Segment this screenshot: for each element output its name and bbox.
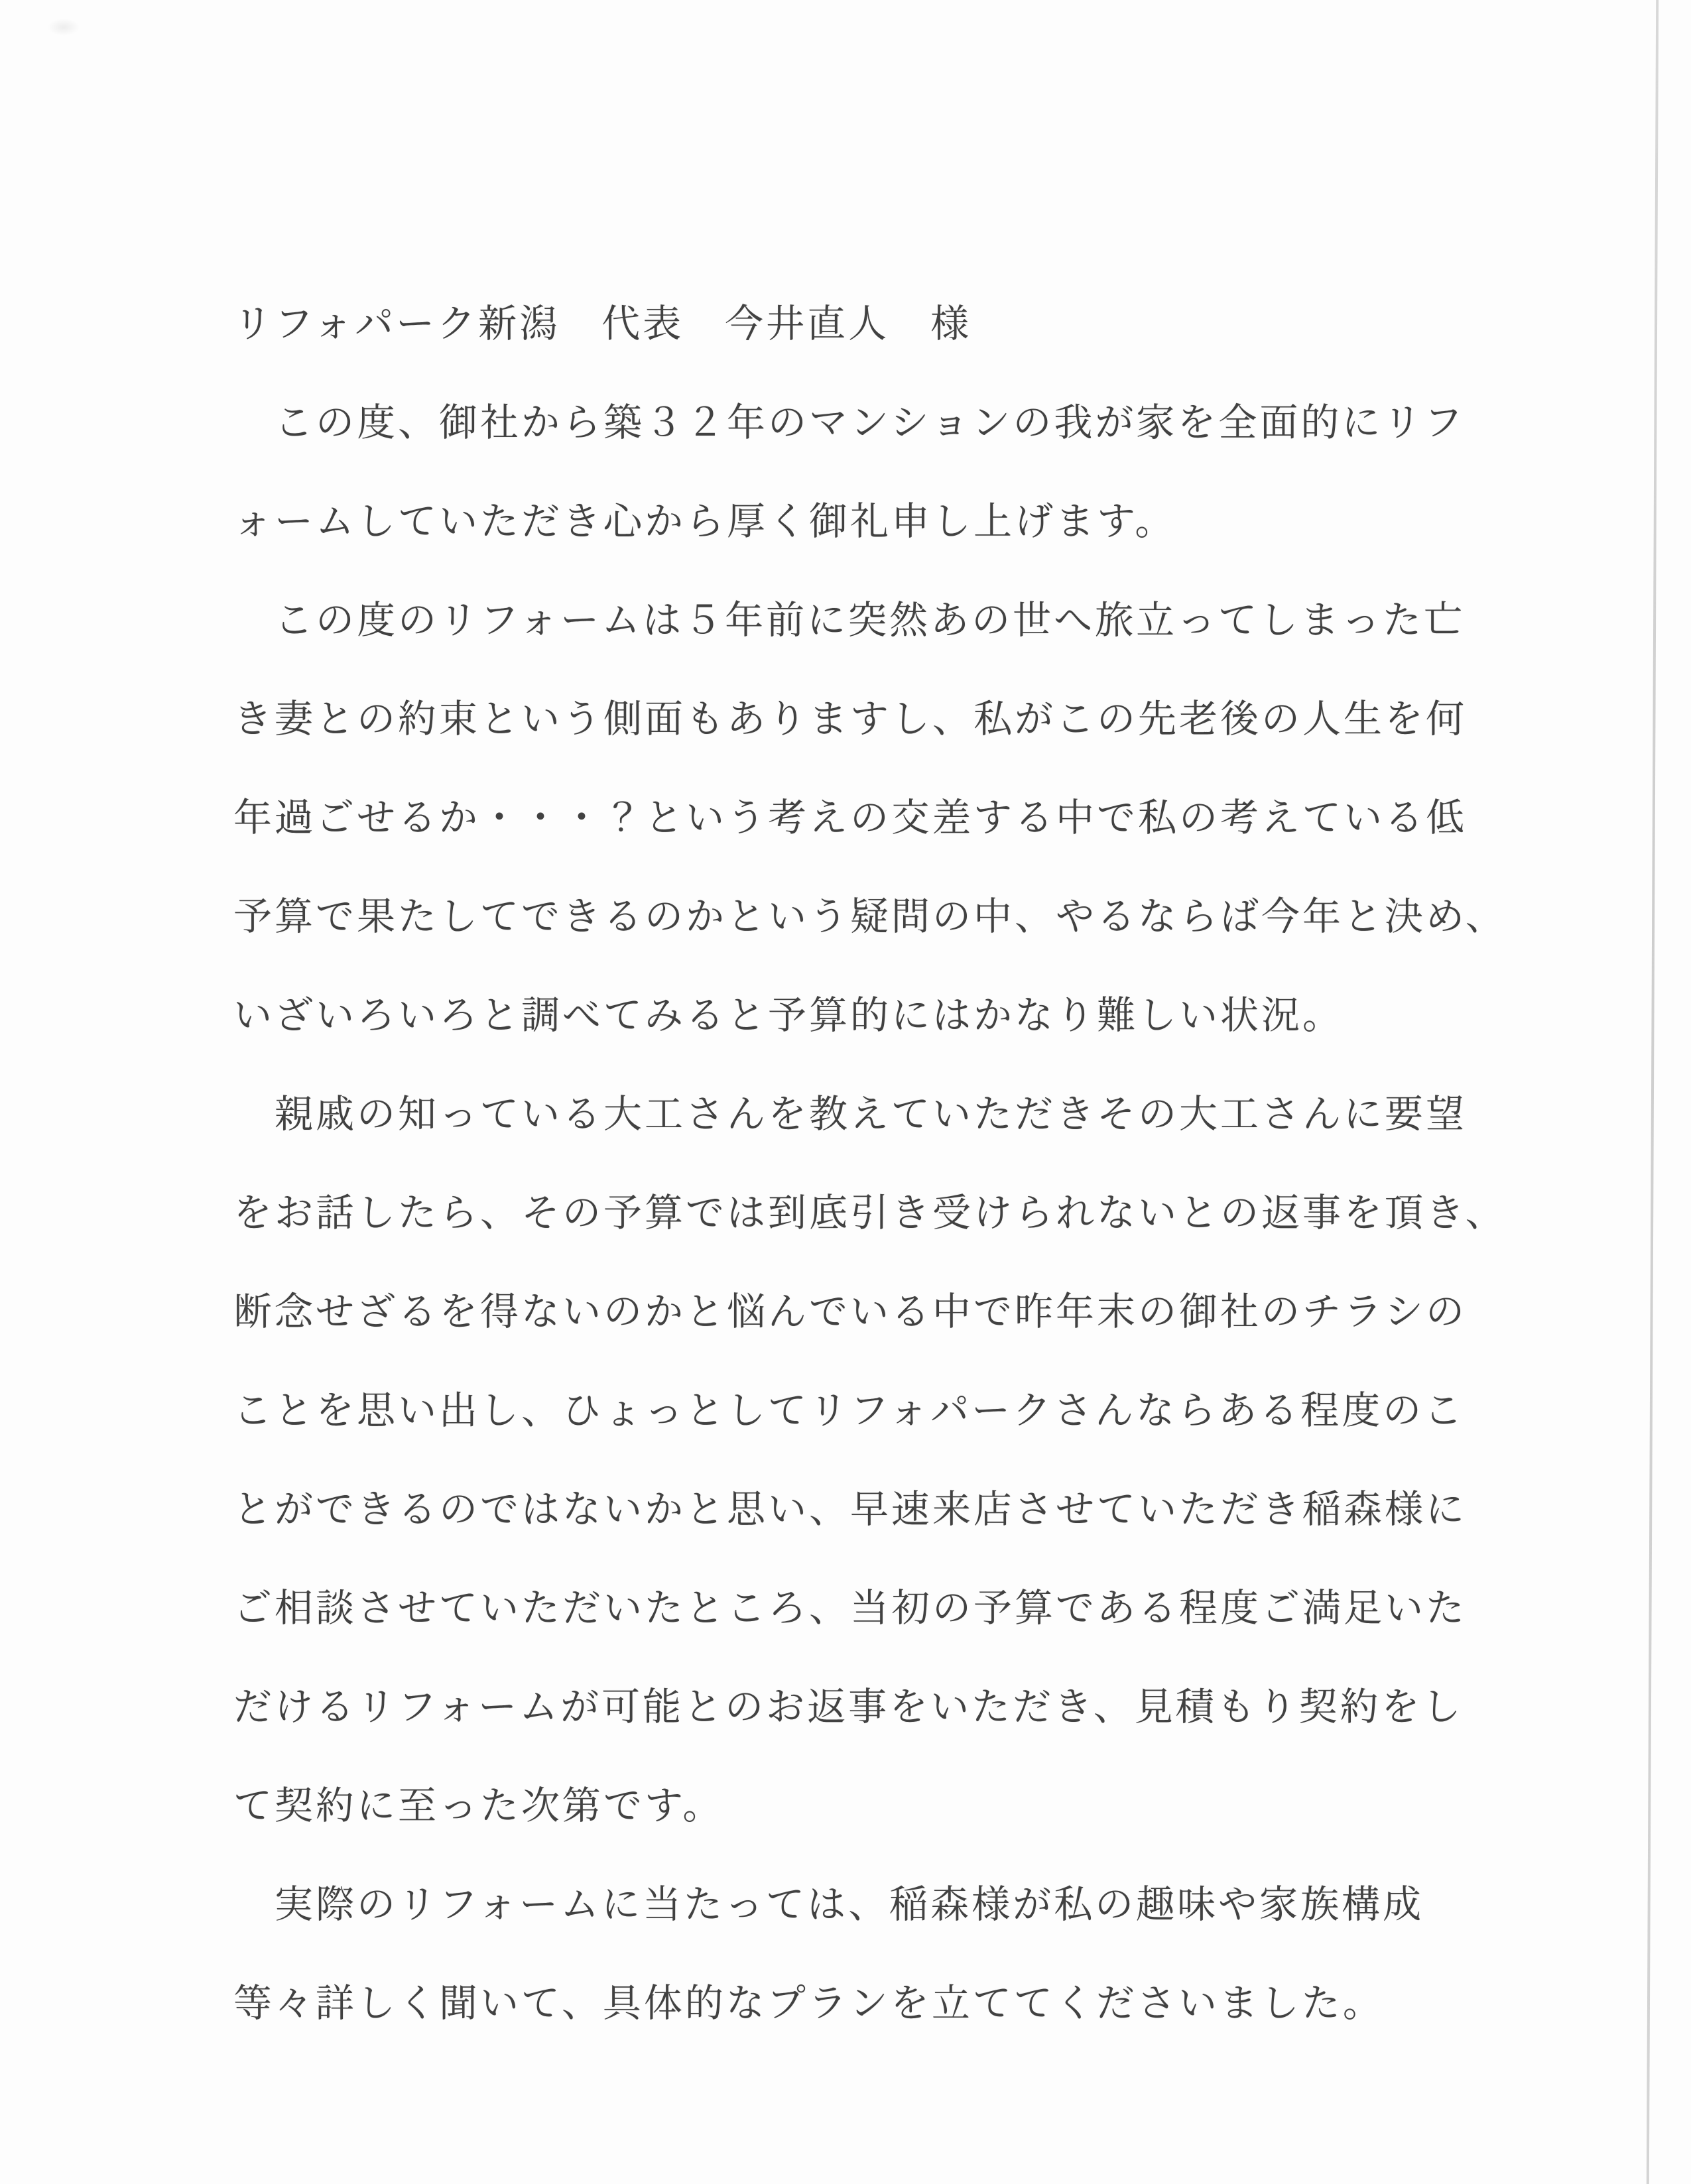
letter-line: をお話したら、その予算では到底引き受けられないとの返事を頂き、 (233, 1191, 1507, 1235)
letter-line: ことを思い出し、ひょっとしてリフォパークさんならある程度のこ (233, 1389, 1466, 1432)
letter-line: 親戚の知っている大工さんを教えていただきその大工さんに要望 (233, 1093, 1468, 1136)
letter-line: 等々詳しく聞いて、具体的なプランを立ててくださいました。 (233, 1982, 1384, 2025)
letter-line: とができるのではないかと思い、早速来店させていただき稲森様に (233, 1488, 1468, 1531)
letter-line: き妻との約束という側面もありますし、私がこの先老後の人生を何 (233, 698, 1468, 741)
scan-smudge-artifact (48, 19, 80, 36)
letter-line: て契約に至った次第です。 (233, 1784, 724, 1827)
letter-line: 予算で果たしてできるのかという疑問の中、やるならば今年と決め、 (233, 895, 1507, 938)
letter-line: 年過ごせるか・・・？という考えの交差する中で私の考えている低 (233, 796, 1468, 839)
letter-line: 実際のリフォームに当たっては、稲森様が私の趣味や家族構成 (233, 1883, 1424, 1926)
letter-line: だけるリフォームが可能とのお返事をいただき、見積もり契約をし (233, 1685, 1464, 1729)
letter-line: ご相談させていただいたところ、当初の予算である程度ご満足いた (233, 1587, 1468, 1630)
recipient-line: リフォパーク新潟 代表 今井直人 様 (233, 302, 972, 345)
letter-line: 断念せざるを得ないのかと悩んでいる中で昨年末の御社のチラシの (233, 1290, 1468, 1333)
letter-line: この度、御社から築３２年のマンションの我が家を全面的にリフ (233, 401, 1466, 444)
letter-line: ォームしていただき心から厚く御礼申し上げます。 (233, 500, 1176, 543)
scan-artifact-line (1647, 0, 1659, 2184)
letter-line: この度のリフォームは５年前に突然あの世へ旅立ってしまった亡 (233, 599, 1466, 642)
letter-line: いざいろいろと調べてみると予算的にはかなり難しい状況。 (233, 994, 1344, 1037)
